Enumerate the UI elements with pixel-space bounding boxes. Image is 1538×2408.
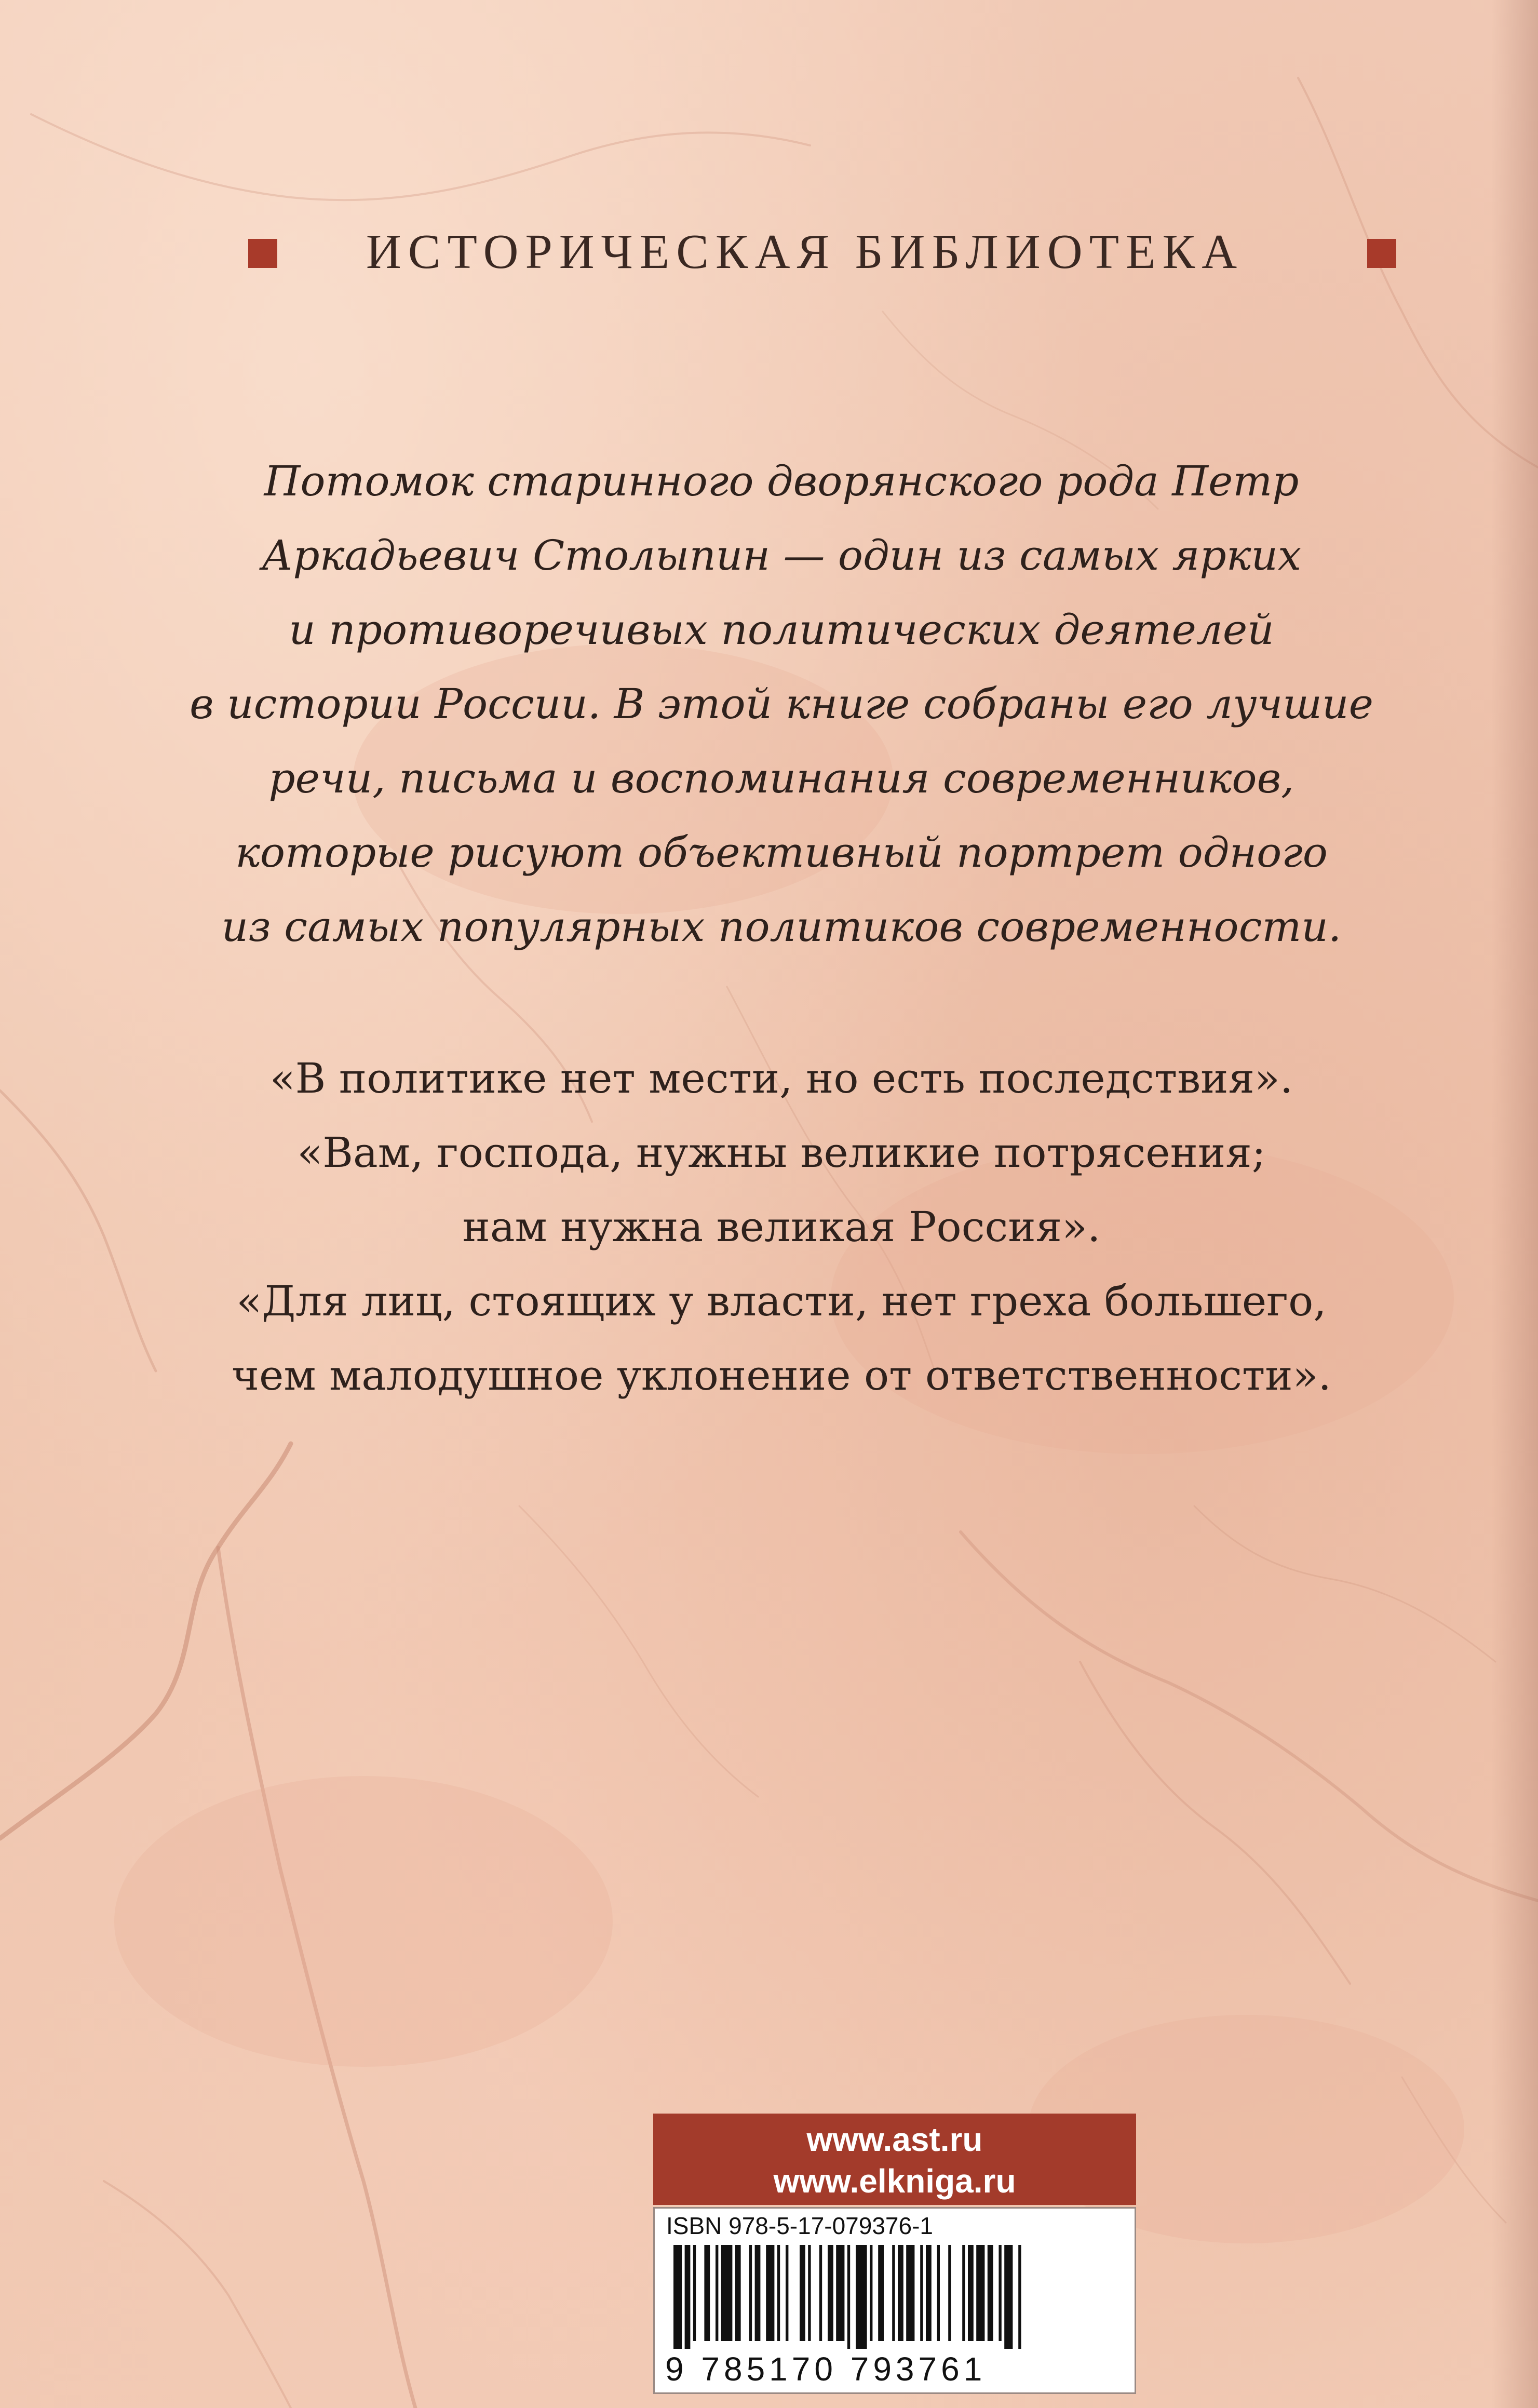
quote-line: «Для лиц, стоящих у власти, нет греха большего, xyxy=(236,1277,1327,1325)
description-line: из самых популярных политиков современности. xyxy=(221,903,1342,951)
book-description xyxy=(187,444,1376,964)
barcode-icon xyxy=(668,2245,1120,2349)
description-line: Аркадьевич Столыпин — один из самых ярких xyxy=(261,531,1302,580)
description-line: которые рисуют объективный портрет одного xyxy=(235,828,1328,877)
quote-line: нам нужна великая Россия». xyxy=(462,1203,1101,1251)
description-line: и противоречивых политических деятелей xyxy=(289,606,1274,654)
description-line: Потомок старинного дворянского рода Петр xyxy=(264,457,1299,505)
barcode-digits: 9 785170 793761 xyxy=(665,2350,987,2388)
isbn-number: ISBN 978-5-17-079376-1 xyxy=(666,2212,933,2239)
quote-line: чем малодушное уклонение от ответственности». xyxy=(232,1351,1331,1400)
publisher-site-link[interactable]: www.elkniga.ru xyxy=(773,2162,1016,2200)
barcode-panel xyxy=(653,2207,1136,2394)
quotes-block xyxy=(187,1041,1376,1412)
quote-line: «Вам, господа, нужны великие потрясения; xyxy=(297,1128,1266,1177)
series-square-right-icon xyxy=(1367,239,1396,268)
description-line: в истории России. В этой книге собраны его лучшие xyxy=(190,680,1373,728)
series-title: ИСТОРИЧЕСКАЯ БИБЛИОТЕКА xyxy=(366,225,1244,279)
publisher-sites xyxy=(653,2114,1136,2205)
spine-shadow xyxy=(1491,0,1538,2408)
series-square-left-icon xyxy=(248,239,277,268)
description-line: речи, письма и воспоминания современников, xyxy=(268,754,1294,802)
quote-line: «В политике нет мести, но есть последствия». xyxy=(269,1054,1293,1102)
series-header xyxy=(0,223,1538,280)
publisher-site-link[interactable]: www.ast.ru xyxy=(806,2121,983,2158)
